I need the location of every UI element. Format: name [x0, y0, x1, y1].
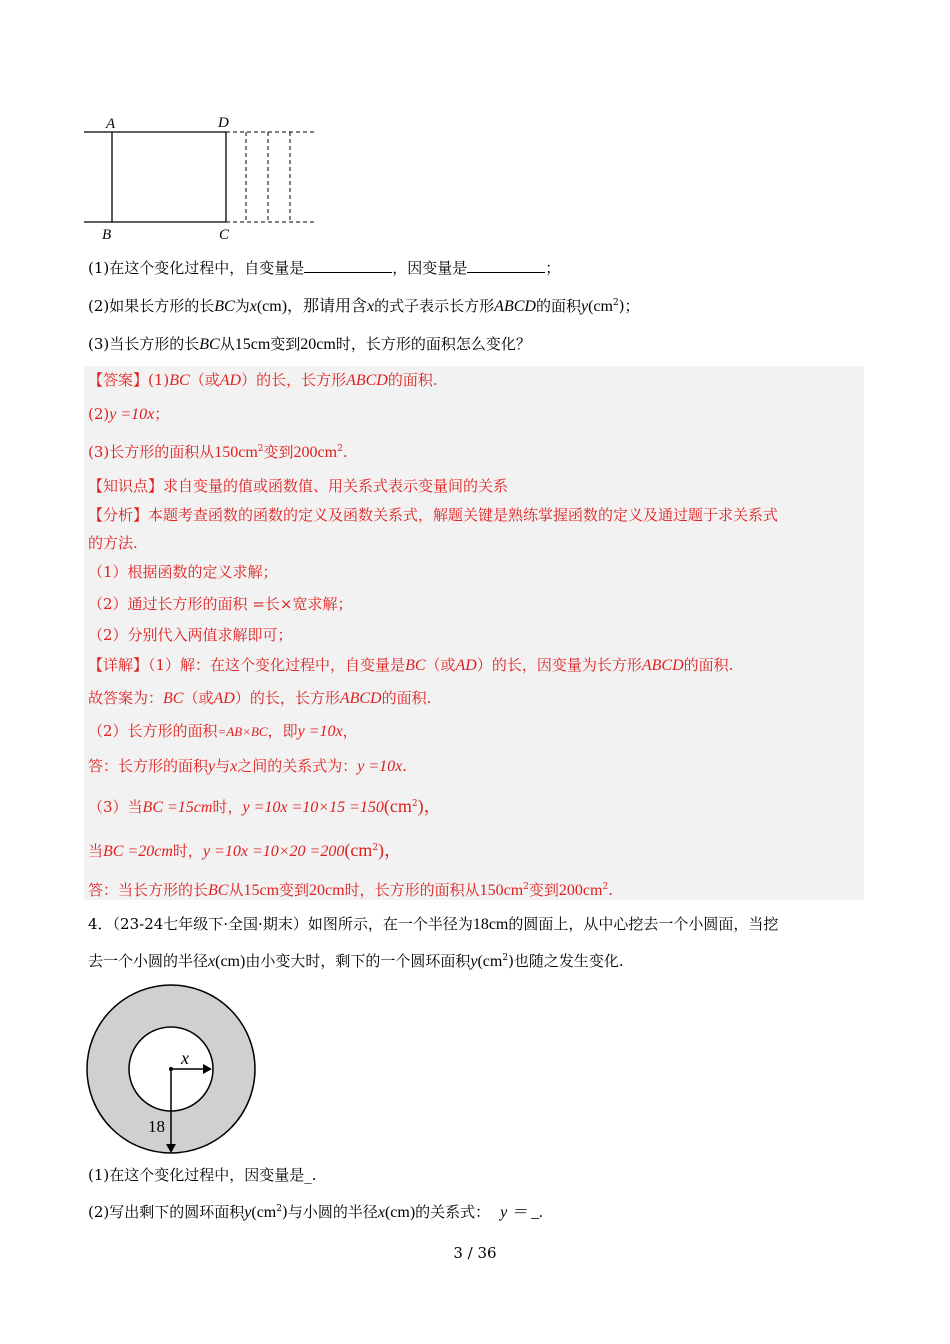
detail-line-1: 【详解】（1）解：在这个变化过程中，自变量是BC（或AD）的长，因变量为长方形ABCD的面积. [88, 656, 734, 674]
answer-line-1: 【答案】(1)BC（或AD）的长，长方形ABCD的面积. [88, 371, 438, 389]
rectangle-figure [84, 112, 324, 242]
label-b: B [102, 227, 112, 242]
analysis-line-2: 的方法. [88, 534, 138, 552]
label-x: x [181, 1048, 189, 1068]
label-c: C [219, 227, 230, 242]
detail-line-5: （3）当BC =15cm时，$y =10x =10\times 15 =150(cm^2)$， [88, 796, 442, 816]
q3-part2: (2)如果长方形的长BC为x(cm)，那请用含x的式子表示长方形ABCD的面积$y(cm^2)$； [88, 297, 640, 315]
analysis-step-2: （2）通过长方形的面积 =长×宽求解； [88, 595, 353, 613]
analysis-step-1: （1）根据函数的定义求解； [88, 563, 278, 581]
detail-line-6: 当BC =20cm时，$y =10x =10\times 20 =200(cm^2)$， [88, 840, 403, 860]
answer-blank-2[interactable] [467, 258, 545, 273]
ring-figure [84, 984, 264, 1164]
q4-part2: (2)写出剩下的圆环面积$y(cm^2)$与小圆的半径x(cm)的关系式： y ＝ _. [88, 1203, 544, 1221]
detail-line-7: 答：当长方形的长BC从15cm变到20cm时，长方形的面积从$150cm^2$变到$200cm^2$. [88, 881, 613, 899]
q3-part3: (3)当长方形的长BC从15cm变到20cm时，长方形的面积怎么变化？ [88, 335, 531, 353]
answer-line-3: (3)长方形的面积从$150cm^2$变到$200cm^2$. [88, 443, 348, 461]
detail-line-2: 故答案为：BC（或AD）的长，长方形ABCD的面积. [88, 689, 432, 707]
q4-line-1: 4．（23-24七年级下·全国·期末）如图所示，在一个半径为18cm的圆面上，从中心挖去一个小圆面，当挖 [88, 915, 779, 933]
answer-blank-1[interactable] [304, 258, 392, 273]
label-a: A [106, 116, 116, 132]
knowledge-point: 【知识点】求自变量的值或函数值、用关系式表示变量间的关系 [88, 477, 509, 495]
label-d: D [218, 115, 229, 131]
analysis-step-3: （2）分别代入两值求解即可； [88, 626, 293, 644]
q4-line-2: 去一个小圆的半径x(cm)由小变大时，剩下的一个圆环面积$y(cm^2)$也随之发生变化. [88, 952, 624, 970]
page-number: 3 / 36 [453, 1244, 497, 1262]
analysis-line-1: 【分析】本题考查函数的函数的定义及函数关系式，解题关键是熟练掌握函数的定义及通过题于求关系式 [88, 506, 779, 524]
q3-part1: (1)在这个变化过程中，自变量是 ，因变量是 ； [88, 259, 561, 277]
detail-line-4: 答：长方形的面积y与x之间的关系式为：y =10x. [88, 757, 408, 775]
detail-line-3: （2）长方形的面积=AB×BC，即y =10x， [88, 722, 358, 740]
label-18: 18 [148, 1117, 165, 1136]
q4-part1: (1)在这个变化过程中，因变量是_. [88, 1166, 317, 1184]
answer-line-2: (2)y =10x； [88, 405, 170, 423]
